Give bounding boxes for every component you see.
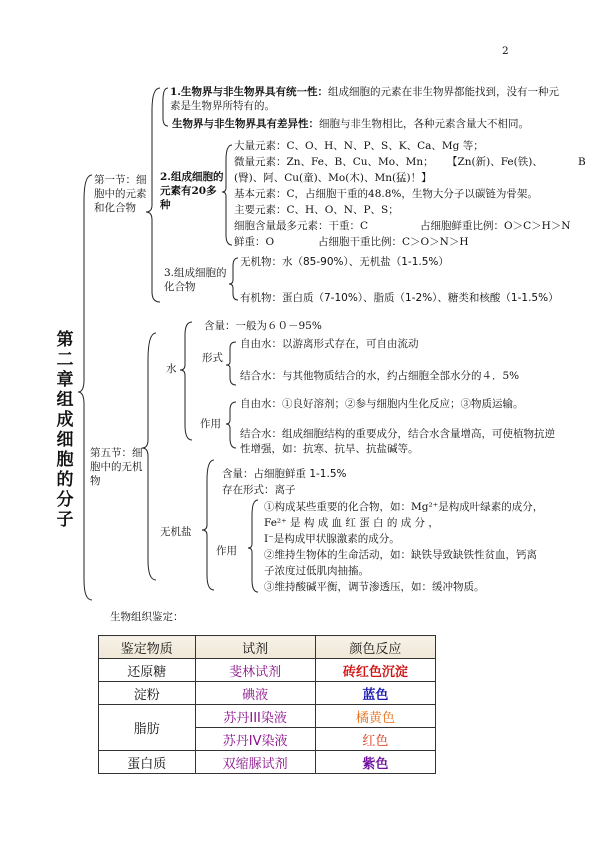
salt-func1: ①构成某些重要的化合物，如：Mg²⁺是构成叶绿素的成分， xyxy=(264,501,544,513)
bound-water-func2: 性增强，如：抗寒、抗旱、抗盐碱等。 xyxy=(240,443,419,455)
trace-mnemonic: (臀)、阿、Cu(童)、Mo(木)、Mn(猛)！】 xyxy=(234,172,432,184)
color-cell: 砖红色沉淀 xyxy=(315,659,435,682)
water-form-label: 形式 xyxy=(202,352,223,364)
unity-line1: 1.生物界与非生物界具有统一性：组成细胞的元素在非生物界都能找到，没有一种元 xyxy=(170,86,559,98)
bound-water-func1: 结合水：组成细胞结构的重要成分，结合水含量增高，可使植物抗逆 xyxy=(240,428,555,440)
salt-form: 存在形式：离子 xyxy=(222,484,296,496)
section5-title: 第五节：细胞中的无机物 xyxy=(90,447,143,487)
header-color: 颜色反应 xyxy=(315,636,435,659)
reagent-cell: 苏丹IV染液 xyxy=(195,728,315,751)
difference-line: 生物界与非生物界具有差异性：细胞与非生物相比，各种元素含量大不相同。 xyxy=(172,118,529,130)
unity-line2: 素是生物界所特有的。 xyxy=(170,100,275,112)
content-fresh: 鲜重：O xyxy=(234,236,275,248)
table-row xyxy=(99,682,436,705)
table-row xyxy=(99,751,436,774)
section1-title: 第一节：细胞中的元素和化合物 xyxy=(94,174,147,214)
table-row xyxy=(99,705,436,728)
header-substance: 鉴定物质 xyxy=(99,636,196,659)
page-number: 2 xyxy=(502,45,509,57)
fresh-ratio: 占细胞鲜重比例：O＞C＞H＞N xyxy=(420,220,571,232)
salt-func6: ③维持酸碱平衡，调节渗透压，如：缓冲物质。 xyxy=(264,581,485,593)
identification-table xyxy=(98,635,436,774)
reagent-cell: 苏丹III染液 xyxy=(195,705,315,728)
reagent-cell: 碘液 xyxy=(195,682,315,705)
dry-ratio: 占细胞干重比例：C＞O＞N＞H xyxy=(318,236,469,248)
bound-water: 结合水：与其他物质结合的水，约占细胞全部水分的４．5% xyxy=(240,370,520,382)
salt-func3: I⁻是构成甲状腺激素的成分。 xyxy=(264,533,400,545)
color-cell: 红色 xyxy=(315,728,435,751)
color-cell: 紫色 xyxy=(315,751,435,774)
substance-cell: 脂肪 xyxy=(99,705,196,751)
salt-func2: Fe²⁺ 是 构 成 血 红 蛋 白 的 成 分 ， xyxy=(264,517,439,529)
substance-cell: 蛋白质 xyxy=(99,751,196,774)
salt-func5: 子浓度过低肌肉抽搐。 xyxy=(264,565,369,577)
water-label: 水 xyxy=(166,363,177,375)
water-func-label: 作用 xyxy=(200,418,221,430)
trace-b: B xyxy=(578,156,586,168)
reagent-cell: 双缩脲试剂 xyxy=(195,751,315,774)
identification-title: 生物组织鉴定： xyxy=(110,611,184,623)
content-dry: 细胞含量最多元素：干重：C xyxy=(234,220,369,232)
free-water-func: 自由水：①良好溶剂；②参与细胞内生化反应；③物质运输。 xyxy=(240,398,524,410)
organic-compounds: 有机物：蛋白质（7-10%）、脂质（1-2%）、糖类和核酸（1-1.5%） xyxy=(240,292,559,304)
inorganic-compounds: 无机物：水（85-90%）、无机盐（1-1.5%） xyxy=(240,256,449,268)
water-content: 含量：一般为６０－95% xyxy=(204,320,322,332)
color-cell: 蓝色 xyxy=(315,682,435,705)
table-row xyxy=(99,659,436,682)
trace-elements: 微量元素：Zn、Fe、B、Cu、Mo、Mn； 【Zn(新)、Fe(铁)、 xyxy=(234,156,543,168)
salt-func-label: 作用 xyxy=(216,545,237,557)
salt-func4: ②维持生物体的生命活动，如：缺铁导致缺铁性贫血，钙离 xyxy=(264,549,537,561)
table-header-row xyxy=(99,636,436,659)
salt-content: 含量：占细胞鲜重 1-1.5% xyxy=(222,468,347,480)
reagent-cell: 斐林试剂 xyxy=(195,659,315,682)
color-cell: 橘黄色 xyxy=(315,705,435,728)
substance-cell: 淀粉 xyxy=(99,682,196,705)
salt-label: 无机盐 xyxy=(160,526,192,538)
basic-element: 基本元素：C，占细胞干重的48.8%，生物大分子以碳链为骨架。 xyxy=(234,188,538,200)
chapter-title: 第二章 组成细胞的分子 xyxy=(56,330,74,530)
header-reagent: 试剂 xyxy=(195,636,315,659)
compounds-label: 3.组成细胞的化合物 xyxy=(164,267,227,293)
elements-label: 2.组成细胞的元素有20多种 xyxy=(160,171,224,211)
free-water: 自由水：以游离形式存在，可自由流动 xyxy=(240,338,419,350)
main-elements: 主要元素：C、H、O、N、P、S； xyxy=(234,204,399,216)
substance-cell: 还原糖 xyxy=(99,659,196,682)
major-elements: 大量元素：C、O、H、N、P、S、K、Ca、Mg 等； xyxy=(234,140,484,152)
